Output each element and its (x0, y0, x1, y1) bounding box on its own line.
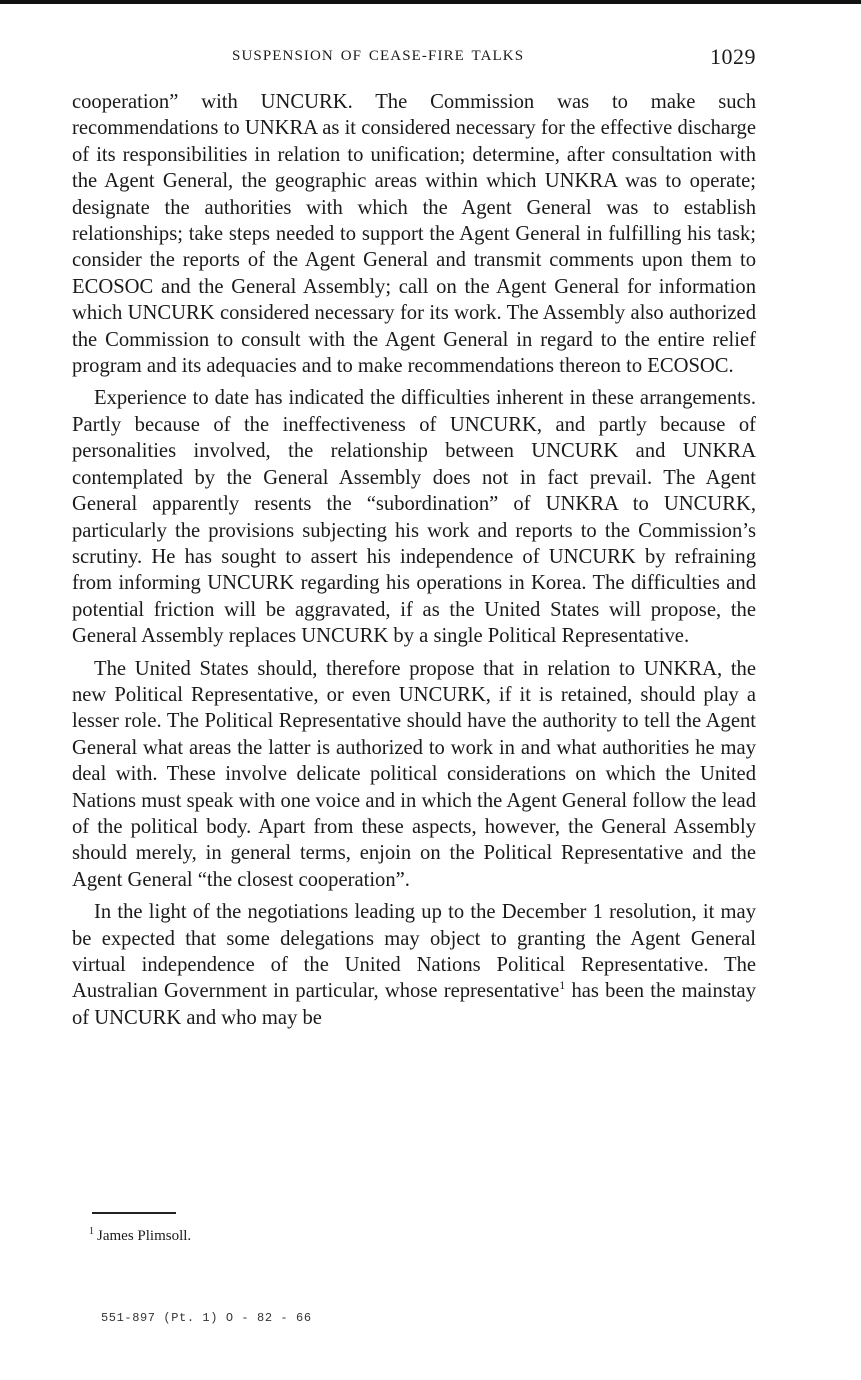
footnote-reference[interactable]: 1 (559, 978, 566, 993)
paragraph-3: The United States should, therefore propose that in relation to UNKRA, the new Political Representative, or even UNCURK, if it is retained, should play a lesser role. The Political Representative should have the authority to tell the Agent General what areas the latter is authorized to work in and what authorities he may deal with. These involve delicate political considerations on which the United Nations must speak with one voice and in which the Agent General follow the lead of the political body. Apart from these aspects, however, the General Assembly should merely, in general terms, enjoin on the Political Representative and the Agent General “the closest cooperation”. (72, 657, 756, 891)
paragraph-4-text-end: has been the mainstay of UNCURK and who may be (72, 980, 756, 1029)
footnote-divider (92, 1212, 176, 1214)
footnote (89, 1226, 191, 1246)
paragraph-1: cooperation” with UNCURK. The Commission was to make such recommendations to UNKRA as it considered necessary for the effective discharge of its responsibilities in relation to unification; determine, after consultation with the Agent General, the geographic areas within which UNKRA was to operate; designate the authorities with which the Agent General was to establish relationships; take steps needed to support the Agent General in fulfilling his task; consider the reports of the Agent General and transmit comments upon them to ECOSOC and the General Assembly; call on the Agent General for information which UNCURK considered necessary for its work. The Assembly also authorized the Commission to consult with the Agent General in regard to the entire relief program and its adequacies and to make recommendations thereon to ECOSOC. (72, 91, 756, 378)
page-number: 1029 (710, 44, 756, 69)
paragraph-2: Experience to date has indicated the difficulties inherent in these arrangements. Partly because of the ineffectiveness of UNCURK, and partly because of personalities involved, the relationship between UNCURK and UNKRA contemplated by the General Assembly does not in fact prevail. The Agent General apparently resents the “subordination” of UNKRA to UNCURK, particularly the provisions subjecting his work and reports to the Commission’s scrutiny. He has sought to assert his independence of UNCURK by refraining from informing UNCURK regarding his operations in Korea. The difficulties and potential friction will be aggravated, if as the United States will propose, the General Assembly replaces UNCURK by a single Political Representative. (72, 387, 756, 648)
footnote-mark: 1 (89, 1226, 94, 1237)
page-header (72, 44, 760, 74)
running-head: SUSPENSION OF CEASE-FIRE TALKS (232, 48, 525, 64)
paragraph-4 (72, 899, 756, 1031)
body-text (72, 89, 756, 1031)
top-edge-rule (0, 0, 861, 4)
print-code: 551-897 (Pt. 1) O - 82 - 66 (101, 1311, 312, 1325)
footnote-text: James Plimsoll. (97, 1228, 192, 1244)
paragraph-4-text-start: In the light of the negotiations leading up to the December 1 resolution, it may be expected that some delegations may object to granting the Agent General virtual independence of the United Nations Political Representative. The Australian Government in particular, whose representative (72, 901, 756, 1003)
